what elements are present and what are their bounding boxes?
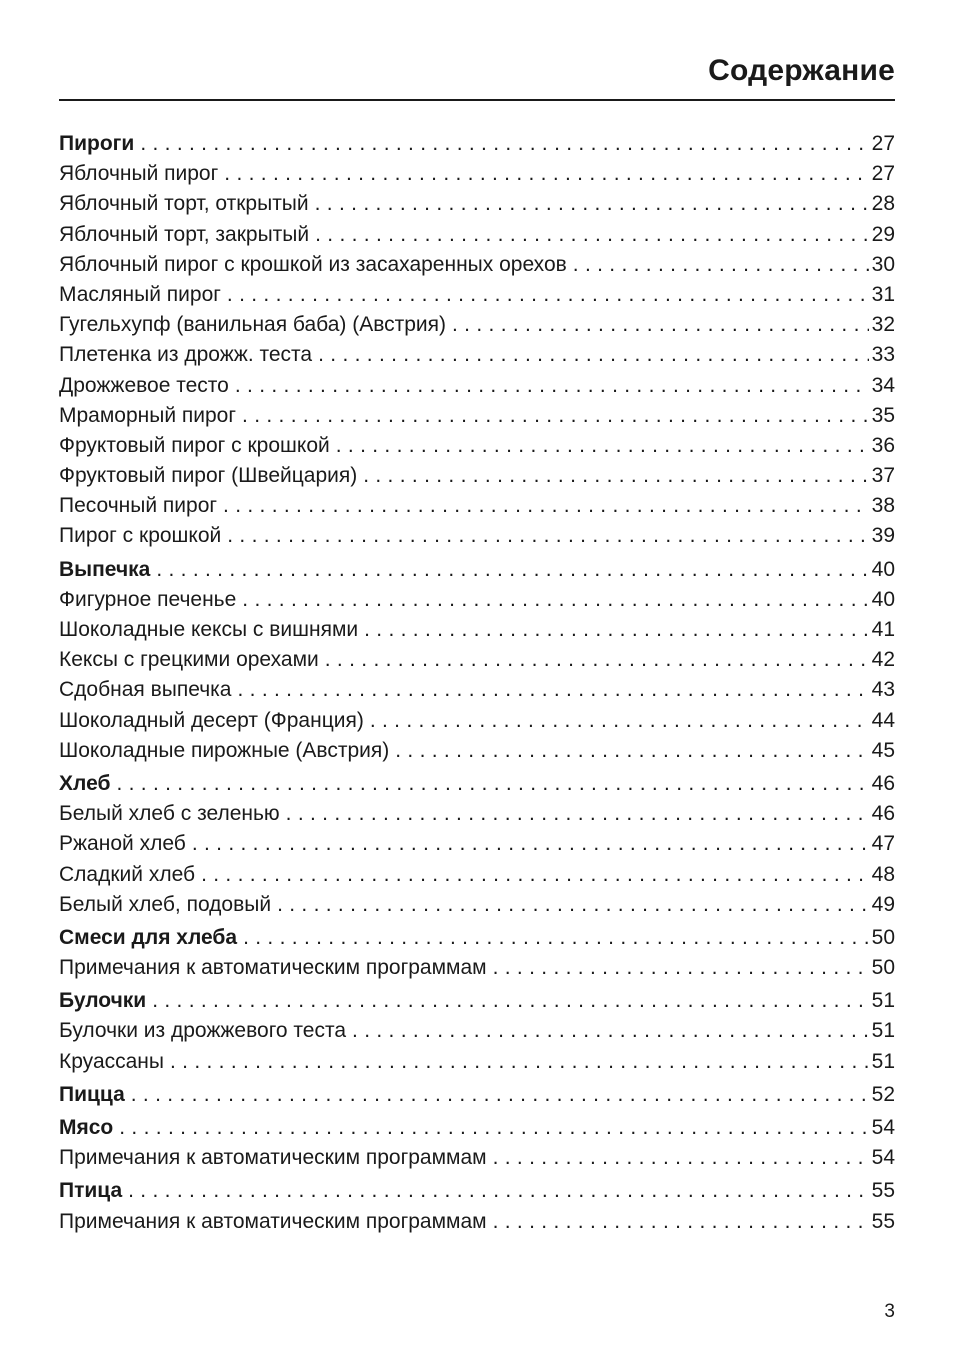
toc-entry[interactable] (59, 401, 895, 431)
toc-entry-page: 40 (871, 557, 895, 581)
toc-entry[interactable] (59, 706, 895, 736)
toc-entry[interactable] (59, 189, 895, 219)
toc-section-heading[interactable] (59, 986, 895, 1016)
dot-leader (131, 1080, 869, 1110)
toc-entry-page: 51 (871, 1019, 895, 1043)
toc-entry-label: Примечания к автоматическим программам (59, 1209, 487, 1233)
toc-entry-label: Плетенка из дрожж. теста (59, 343, 313, 367)
toc-entry-page: 34 (871, 373, 895, 397)
toc-entry-page: 38 (871, 494, 895, 518)
toc-entry[interactable] (59, 829, 895, 859)
toc-entry-page: 27 (871, 162, 895, 186)
toc-entry-label: Белый хлеб с зеленью (59, 802, 280, 826)
toc-entry-label: Яблочный торт, открытый (59, 192, 309, 216)
toc-section-heading[interactable] (59, 1113, 895, 1143)
toc-entry-page: 46 (871, 771, 895, 795)
toc-entry[interactable] (59, 1143, 895, 1173)
toc-section-heading[interactable] (59, 1176, 895, 1206)
toc-entry-page: 44 (871, 708, 895, 732)
dot-leader (395, 736, 868, 766)
dot-leader (237, 675, 868, 705)
toc-entry-page: 49 (871, 892, 895, 916)
toc-entry-label: Выпечка (59, 557, 151, 581)
toc-entry-page: 37 (871, 464, 895, 488)
toc-entry-label: Мясо (59, 1116, 114, 1139)
toc-entry-page: 35 (871, 403, 895, 427)
dot-leader (364, 615, 869, 645)
toc-entry[interactable] (59, 431, 895, 461)
toc-entry-page: 32 (871, 313, 895, 337)
dot-leader (128, 1176, 869, 1206)
dot-leader (573, 250, 869, 280)
toc-entry-page: 42 (871, 648, 895, 672)
dot-leader (227, 280, 869, 310)
dot-leader (315, 220, 869, 250)
toc-entry[interactable] (59, 340, 895, 370)
toc-entry-page: 55 (871, 1209, 895, 1233)
dot-leader (140, 129, 868, 159)
toc-entry-page: 47 (871, 832, 895, 856)
dot-leader (363, 461, 868, 491)
toc-entry-label: Хлеб (59, 771, 111, 795)
toc-entry[interactable] (59, 860, 895, 890)
toc-entry-label: Булочки (59, 989, 147, 1013)
toc-entry-page: 29 (871, 222, 895, 246)
toc-entry-page: 36 (871, 433, 895, 457)
dot-leader (170, 1047, 869, 1077)
toc-entry-label: Фруктовый пирог с крошкой (59, 433, 330, 457)
toc-entry-label: Примечания к автоматическим программам (59, 956, 487, 980)
toc-entry-label: Шоколадный десерт (Франция) (59, 708, 364, 732)
toc-entry[interactable] (59, 461, 895, 491)
dot-leader (227, 521, 868, 551)
toc-entry[interactable] (59, 250, 895, 280)
toc-entry-page: 31 (871, 282, 895, 306)
dot-leader (370, 706, 869, 736)
dot-leader (493, 953, 869, 983)
toc-entry-page: 55 (871, 1179, 895, 1203)
toc-entry-label: Булочки из дрожжевого теста (59, 1019, 347, 1043)
toc-section-heading[interactable] (59, 129, 895, 159)
dot-leader (243, 923, 869, 953)
dot-leader (223, 491, 869, 521)
toc-entry-page: 51 (871, 1049, 895, 1073)
toc-entry-label: Круассаны (59, 1049, 164, 1073)
toc-entry-page: 52 (871, 1082, 895, 1106)
toc-entry[interactable] (59, 1207, 895, 1237)
toc-entry-label: Дрожжевое тесто (59, 373, 229, 397)
dot-leader (235, 371, 869, 401)
toc-entry[interactable] (59, 491, 895, 521)
toc-section-heading[interactable] (59, 769, 895, 799)
dot-leader (352, 1016, 869, 1046)
toc-entry-label: Песочный пирог (59, 494, 218, 518)
toc-entry-page: 54 (871, 1116, 895, 1139)
table-of-contents (59, 129, 895, 1237)
dot-leader (242, 401, 869, 431)
toc-entry-label: Пицца (59, 1082, 125, 1106)
toc-section-heading[interactable] (59, 923, 895, 953)
toc-entry-label: Белый хлеб, подовый (59, 892, 272, 916)
dot-leader (336, 431, 869, 461)
dot-leader (201, 860, 869, 890)
toc-entry-label: Яблочный пирог (59, 162, 219, 186)
toc-entry-label: Фигурное печенье (59, 587, 237, 611)
toc-entry-page: 46 (871, 802, 895, 826)
toc-section-heading[interactable] (59, 1080, 895, 1110)
toc-entry-label: Пирог с крошкой (59, 524, 222, 548)
toc-entry-label: Яблочный пирог с крошкой из засахаренных орехов (59, 252, 567, 276)
toc-entry-page: 50 (871, 925, 895, 949)
dot-leader (452, 310, 869, 340)
toc-entry-page: 30 (871, 252, 895, 276)
toc-entry-label: Птица (59, 1179, 123, 1203)
toc-entry[interactable] (59, 371, 895, 401)
toc-entry-label: Сладкий хлеб (59, 862, 196, 886)
page-title: Содержание (708, 54, 895, 87)
dot-leader (493, 1143, 869, 1173)
toc-entry-page: 48 (871, 862, 895, 886)
toc-entry[interactable] (59, 521, 895, 551)
toc-entry-page: 27 (871, 132, 895, 155)
toc-entry-page: 50 (871, 956, 895, 980)
toc-entry[interactable] (59, 615, 895, 645)
toc-entry[interactable] (59, 585, 895, 615)
dot-leader (277, 890, 869, 920)
dot-leader (152, 986, 868, 1016)
toc-entry-page: 40 (871, 587, 895, 611)
toc-entry-page: 43 (871, 678, 895, 702)
toc-entry-label: Сдобная выпечка (59, 678, 232, 702)
toc-entry-label: Ржаной хлеб (59, 832, 186, 856)
dot-leader (493, 1207, 869, 1237)
toc-entry-page: 54 (871, 1146, 895, 1170)
page-header (59, 48, 895, 101)
toc-entry-label: Кексы с грецкими орехами (59, 648, 319, 672)
dot-leader (116, 769, 868, 799)
toc-entry[interactable] (59, 645, 895, 675)
toc-entry[interactable] (59, 220, 895, 250)
toc-entry[interactable] (59, 1016, 895, 1046)
toc-entry[interactable] (59, 953, 895, 983)
toc-entry[interactable] (59, 799, 895, 829)
dot-leader (286, 799, 869, 829)
toc-entry-page: 51 (871, 989, 895, 1013)
dot-leader (318, 340, 869, 370)
toc-entry-page: 33 (871, 343, 895, 367)
dot-leader (192, 829, 869, 859)
toc-section-heading[interactable] (59, 555, 895, 585)
dot-leader (325, 645, 869, 675)
toc-entry-label: Смеси для хлеба (59, 925, 238, 949)
page-number: 3 (884, 1301, 895, 1322)
dot-leader (156, 555, 868, 585)
toc-entry[interactable] (59, 736, 895, 766)
toc-entry-page: 45 (871, 738, 895, 762)
toc-entry-label: Фруктовый пирог (Швейцария) (59, 464, 358, 488)
toc-entry[interactable] (59, 1047, 895, 1077)
toc-entry-label: Шоколадные пирожные (Австрия) (59, 738, 390, 762)
toc-entry-label: Примечания к автоматическим программам (59, 1146, 487, 1170)
toc-entry[interactable] (59, 890, 895, 920)
toc-entry[interactable] (59, 675, 895, 705)
toc-entry-label: Шоколадные кексы с вишнями (59, 618, 359, 641)
dot-leader (224, 159, 868, 189)
dot-leader (119, 1113, 868, 1143)
toc-entry-label: Гугельхупф (ванильная баба) (Австрия) (59, 313, 447, 337)
toc-entry-label: Яблочный торт, закрытый (59, 222, 310, 246)
dot-leader (315, 189, 869, 219)
toc-entry[interactable] (59, 159, 895, 189)
toc-entry-page: 41 (871, 618, 895, 641)
dot-leader (242, 585, 868, 615)
toc-entry-label: Пироги (59, 132, 135, 155)
toc-entry-label: Мраморный пирог (59, 403, 237, 427)
toc-entry[interactable] (59, 280, 895, 310)
toc-entry-label: Масляный пирог (59, 282, 221, 306)
toc-entry[interactable] (59, 310, 895, 340)
toc-entry-page: 39 (871, 524, 895, 548)
toc-entry-page: 28 (871, 192, 895, 216)
